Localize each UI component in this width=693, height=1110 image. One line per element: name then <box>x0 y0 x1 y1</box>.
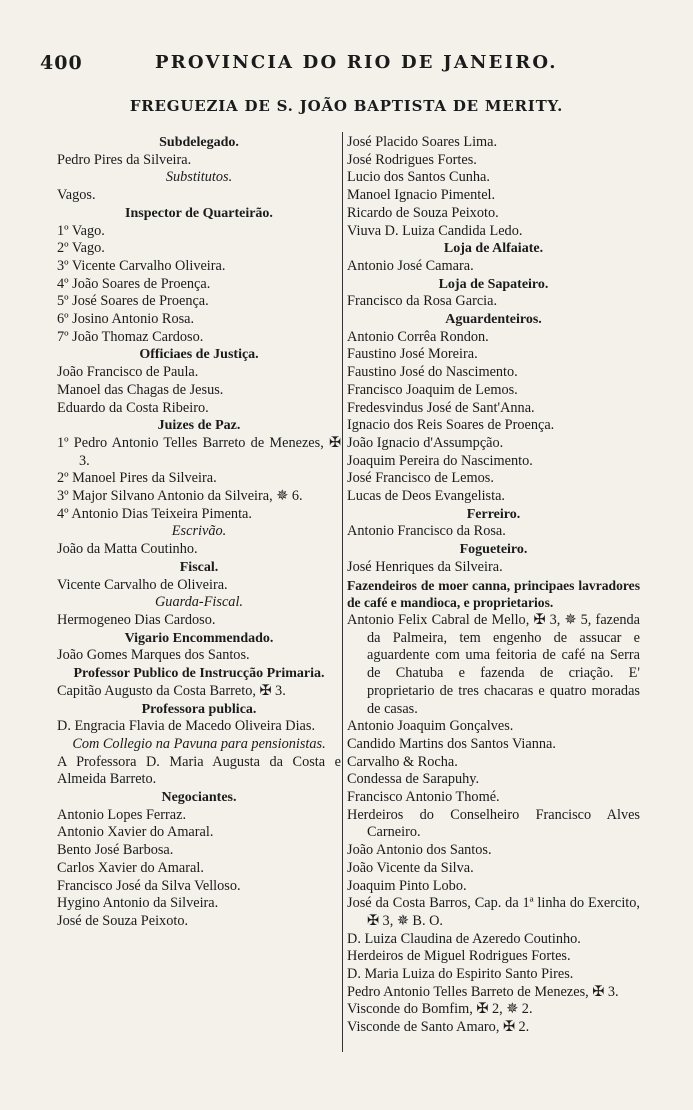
aguardenteiro-entry: Faustino José do Nascimento. <box>347 364 518 381</box>
fazendeiro-entry: Visconde de Santo Amaro, ✠ 2. <box>347 1019 530 1036</box>
right-column <box>347 134 640 1037</box>
inspector-entry: 2º Vago. <box>57 240 105 257</box>
professor-heading: Professor Publico de Instrucção Primaria. <box>73 666 325 682</box>
sapateiro-heading: Loja de Sapateiro. <box>438 276 549 292</box>
negociante-entry: José Placido Soares Lima. <box>347 134 498 150</box>
substitutos-value: Vagos. <box>57 187 96 204</box>
substitutos-heading: Substitutos. <box>165 169 233 186</box>
aguardenteiro-entry: João Ignacio d'Assumpção. <box>347 434 504 451</box>
running-title: PROVINCIA DO RIO DE JANEIRO. <box>155 52 558 73</box>
fazendeiro-entry: João Vicente da Silva. <box>347 859 474 876</box>
professora-name: D. Engracia Flavia de Macedo Oliveira Dias. <box>57 718 316 735</box>
professora-heading: Professora publica. <box>141 701 257 717</box>
inspector-entry: 5º José Soares de Proença. <box>57 293 209 310</box>
negociante-entry: Antonio Lopes Ferraz. <box>57 806 187 823</box>
juizes-heading: Juizes de Paz. <box>157 418 241 434</box>
alfaiate-entry: Antonio José Camara. <box>347 257 474 274</box>
fazendeiro-entry-detailed: Antonio Felix Cabral de Mello, ✠ 3, ✵ 5, fazenda da Palmeira, tem engenho de assucar e aguardente com uma feitoria de café na Serra de Chatuba e fazenda de criação. E' proprietario de tres chacaras e quatro moradas de casas. <box>347 611 640 717</box>
negociantes-heading: Negociantes. <box>161 790 237 806</box>
guarda-fiscal-heading: Guarda-Fiscal. <box>154 594 244 611</box>
inspector-entry: 6º Josino Antonio Rosa. <box>57 311 195 328</box>
fazendeiro-entry: Herdeiros de Miguel Rodrigues Fortes. <box>347 948 571 965</box>
fogueteiro-entry: José Henriques da Silveira. <box>347 558 503 575</box>
juiz-entry: 1º Pedro Antonio Telles Barreto de Menezes, ✠ 3. <box>57 434 341 469</box>
aguardenteiro-entry: Fredesvindus José de Sant'Anna. <box>347 399 535 416</box>
collegio-heading: Com Collegio na Pavuna para pensionistas. <box>72 735 326 752</box>
fogueteiro-heading: Fogueteiro. <box>459 542 528 558</box>
negociante-entry: Viuva D. Luiza Candida Ledo. <box>347 222 523 239</box>
fazendeiro-entry: Joaquim Pinto Lobo. <box>347 877 467 894</box>
aguardenteiro-entry: Francisco Joaquim de Lemos. <box>347 381 518 398</box>
vigario-heading: Vigario Encommendado. <box>124 630 274 646</box>
fazendeiro-entry: Francisco Antonio Thomé. <box>347 789 500 806</box>
ferreiro-entry: Antonio Francisco da Rosa. <box>347 523 506 540</box>
collegio-entry: A Professora D. Maria Augusta da Costa e Almeida Barreto. <box>57 753 341 788</box>
juiz-entry: 2º Manoel Pires da Silveira. <box>57 470 217 487</box>
fazendeiro-entry: D. Maria Luiza do Espirito Santo Pires. <box>347 966 574 983</box>
officiaes-entry: João Francisco de Paula. <box>57 364 199 381</box>
juiz-entry: 4º Antonio Dias Teixeira Pimenta. <box>57 505 252 522</box>
fazendeiro-entry: Condessa de Sarapuhy. <box>347 771 480 788</box>
aguardenteiro-entry: Antonio Corrêa Rondon. <box>347 328 489 345</box>
fazendeiro-entry: José da Costa Barros, Cap. da 1ª linha do Exercito, ✠ 3, ✵ B. O. <box>347 895 640 929</box>
sapateiro-entry: Francisco da Rosa Garcia. <box>347 293 498 310</box>
inspector-entry: 3º Vicente Carvalho Oliveira. <box>57 257 226 274</box>
officiaes-entry: Eduardo da Costa Ribeiro. <box>57 399 209 416</box>
negociante-entry: Hygino Antonio da Silveira. <box>57 895 219 912</box>
escrivao-heading: Escrivão. <box>171 523 227 540</box>
inspector-entry: 1º Vago. <box>57 222 105 239</box>
aguardenteiro-entry: Faustino José Moreira. <box>347 346 478 363</box>
inspector-entry: 4º João Soares de Proença. <box>57 275 211 292</box>
negociante-entry: Antonio Xavier do Amaral. <box>57 824 214 841</box>
fazendeiro-entry: Carvalho & Rocha. <box>347 753 458 770</box>
fiscal-name: Vicente Carvalho de Oliveira. <box>57 576 228 593</box>
fazendeiro-entry: Visconde do Bomfim, ✠ 2, ✵ 2. <box>347 1001 533 1018</box>
juiz-entry: 3º Major Silvano Antonio da Silveira, ✵ 6. <box>57 488 303 505</box>
aguardenteiros-heading: Aguardenteiros. <box>445 312 542 328</box>
negociante-entry: Carlos Xavier do Amaral. <box>57 859 204 876</box>
negociante-entry: José de Souza Peixoto. <box>57 912 189 929</box>
fazendeiros-heading: Fazendeiros de moer canna, principaes lavradores de café e mandioca, e proprietarios. <box>347 577 640 611</box>
page-number: 400 <box>40 52 83 74</box>
guarda-fiscal-name: Hermogeneo Dias Cardoso. <box>57 611 216 628</box>
officiaes-heading: Officiaes de Justiça. <box>139 347 259 363</box>
fazendeiro-entry: Antonio Joaquim Gonçalves. <box>347 718 514 735</box>
fiscal-heading: Fiscal. <box>179 559 219 575</box>
negociante-entry: Francisco José da Silva Velloso. <box>57 877 241 894</box>
negociante-entry: Manoel Ignacio Pimentel. <box>347 187 496 204</box>
fazendeiro-entry: Pedro Antonio Telles Barreto de Menezes, ✠ 3. <box>347 983 619 1000</box>
left-column <box>57 134 341 931</box>
aguardenteiro-entry: Joaquim Pereira do Nascimento. <box>347 452 533 469</box>
subdelegado-name: Pedro Pires da Silveira. <box>57 151 192 168</box>
inspector-entry: 7º João Thomaz Cardoso. <box>57 328 204 345</box>
fazendeiro-entry: João Antonio dos Santos. <box>347 842 492 859</box>
inspector-heading: Inspector de Quarteirão. <box>125 205 273 221</box>
fazendeiro-entry: D. Luiza Claudina de Azeredo Coutinho. <box>347 930 581 947</box>
vigario-name: João Gomes Marques dos Santos. <box>57 647 250 664</box>
page-header <box>40 52 660 76</box>
negociante-entry: Lucio dos Santos Cunha. <box>347 169 490 186</box>
negociante-entry: José Rodrigues Fortes. <box>347 151 477 168</box>
aguardenteiro-entry: Lucas de Deos Evangelista. <box>347 488 506 505</box>
escrivao-name: João da Matta Coutinho. <box>57 541 198 558</box>
negociante-entry: Bento José Barbosa. <box>57 842 174 859</box>
fazendeiro-entry: Herdeiros do Conselheiro Francisco Alves Carneiro. <box>347 806 640 841</box>
section-title: FREGUEZIA DE S. JOÃO BAPTISTA DE MERITY. <box>129 97 564 115</box>
column-divider <box>342 132 343 1052</box>
professor-name: Capitão Augusto da Costa Barreto, ✠ 3. <box>57 682 286 699</box>
aguardenteiro-entry: Ignacio dos Reis Soares de Proença. <box>347 417 555 434</box>
ferreiro-heading: Ferreiro. <box>466 506 521 522</box>
negociante-entry: Ricardo de Souza Peixoto. <box>347 204 499 221</box>
alfaiate-heading: Loja de Alfaiate. <box>443 241 544 257</box>
officiaes-entry: Manoel das Chagas de Jesus. <box>57 381 224 398</box>
subdelegado-heading: Subdelegado. <box>159 135 239 150</box>
fazendeiro-entry: Candido Martins dos Santos Vianna. <box>347 735 556 752</box>
aguardenteiro-entry: José Francisco de Lemos. <box>347 470 494 487</box>
